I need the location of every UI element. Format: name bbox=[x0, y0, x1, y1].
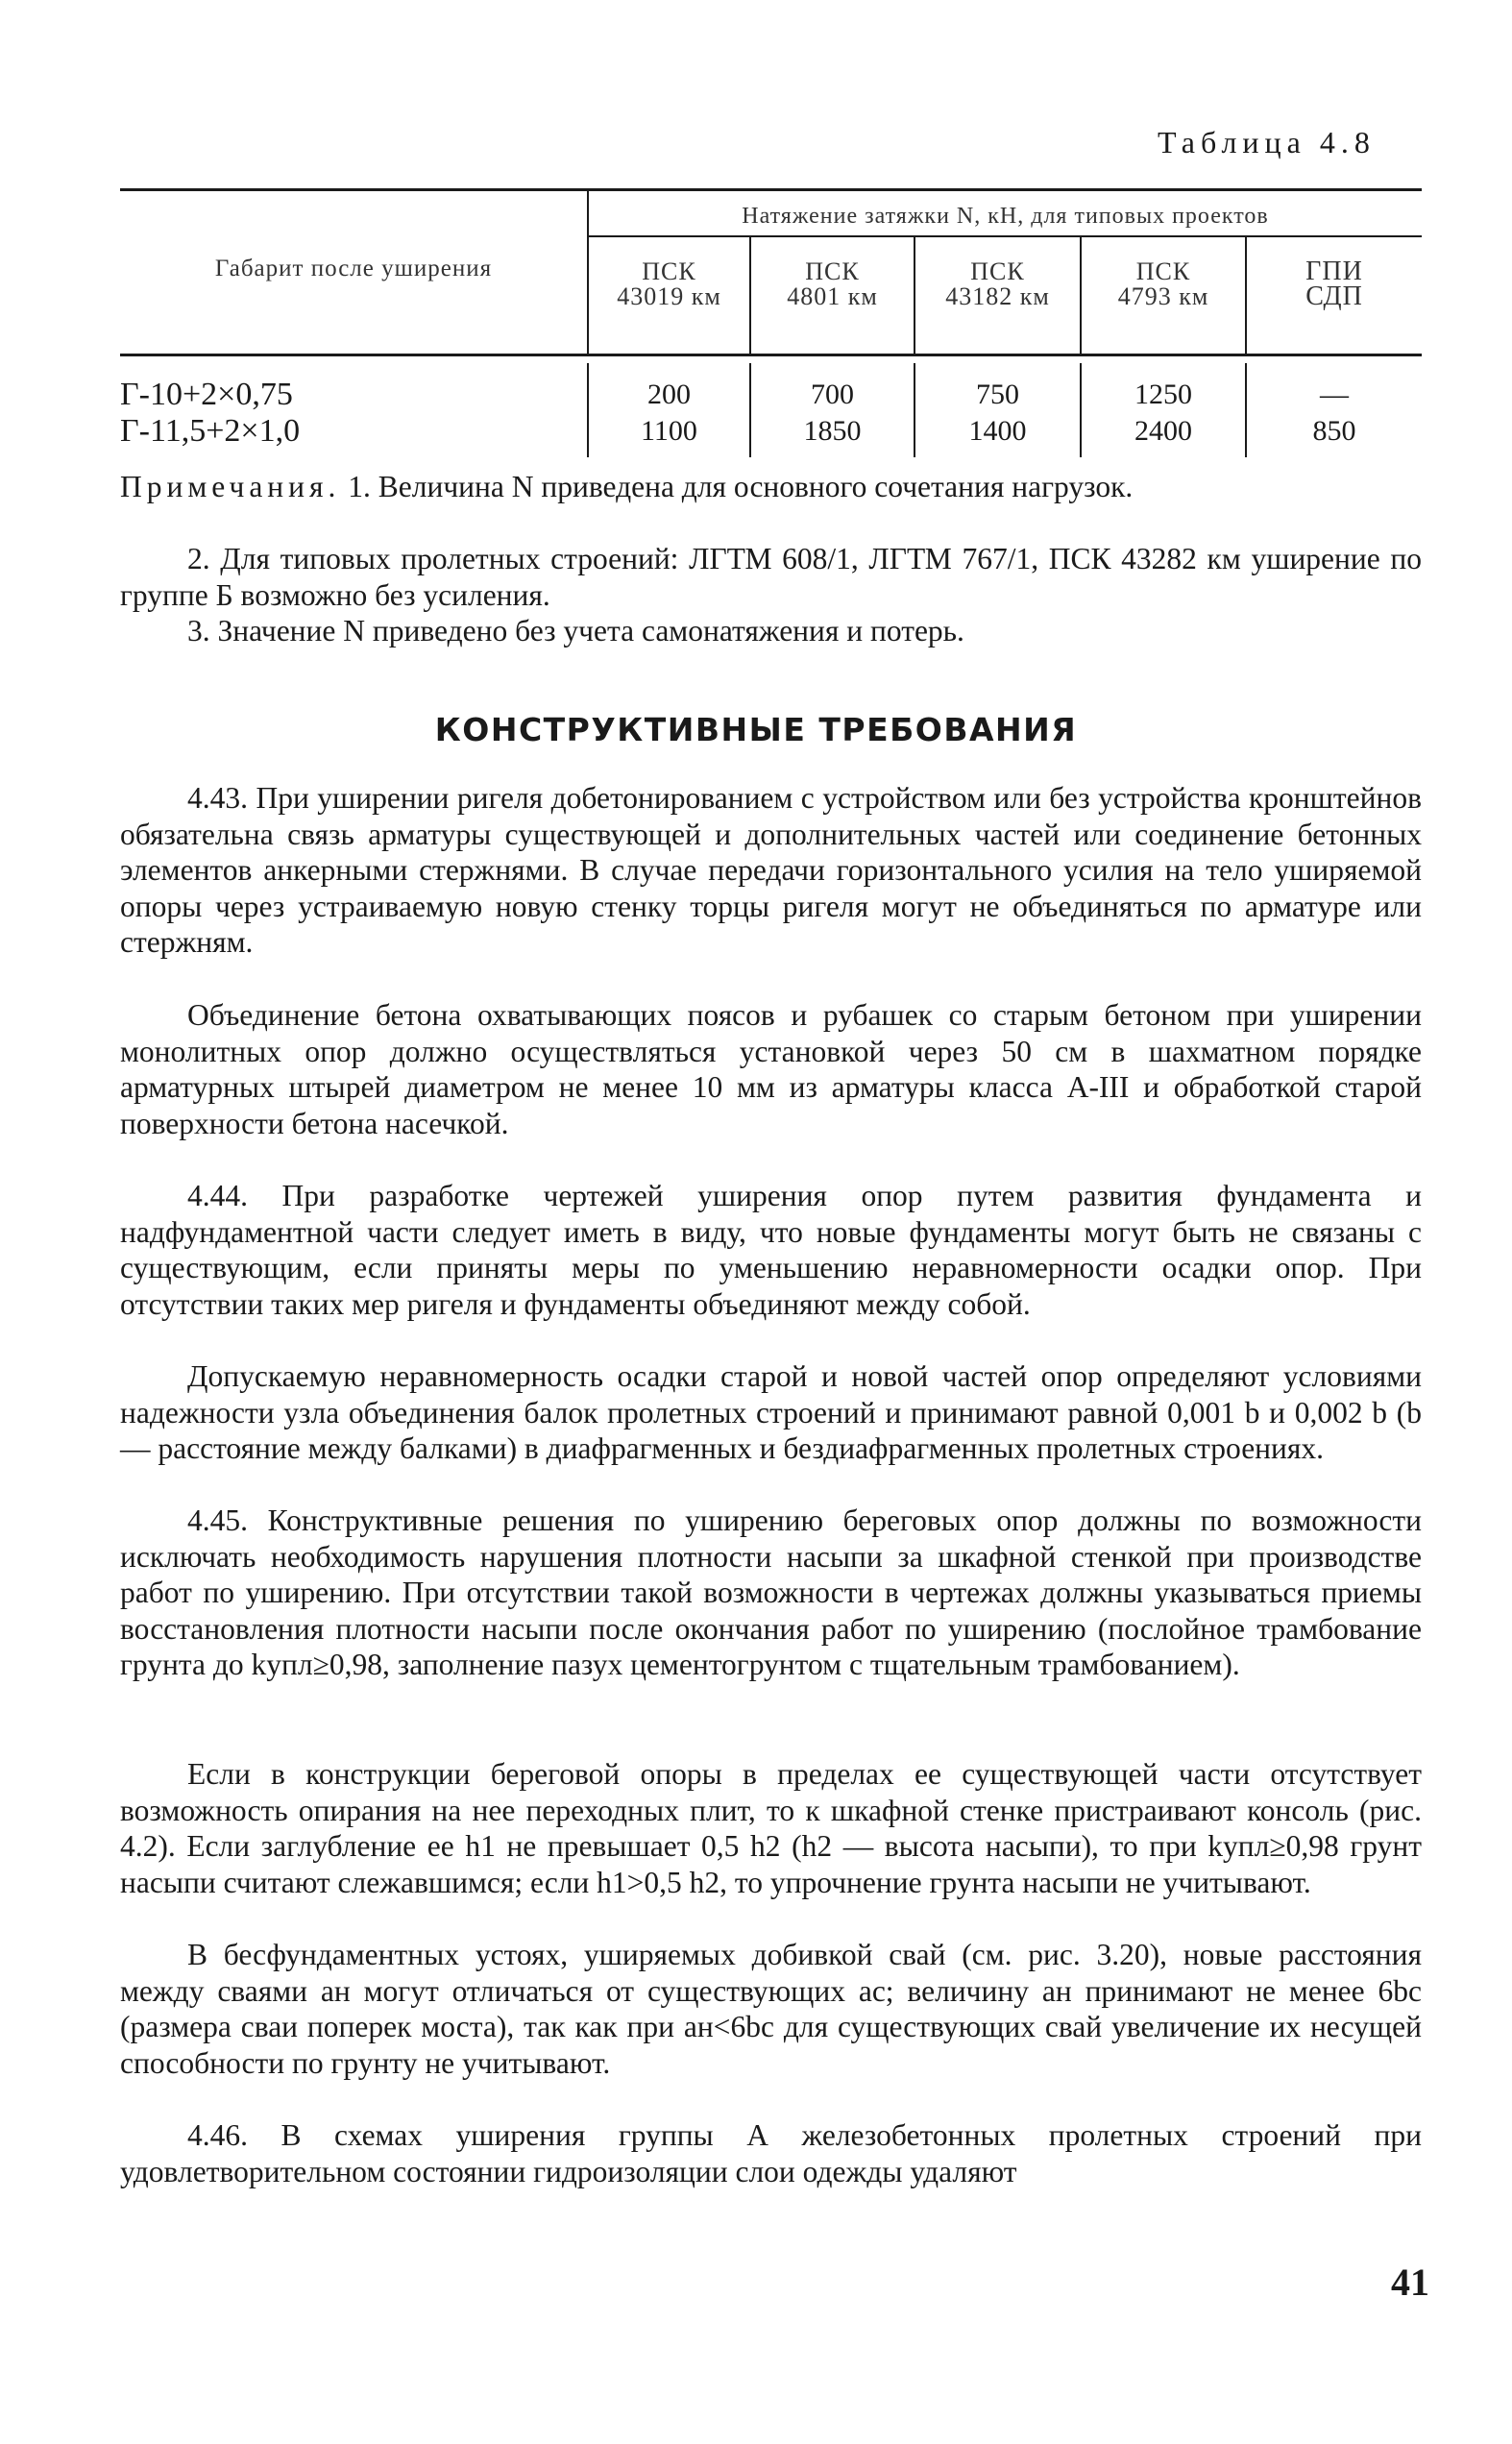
table-cell: — bbox=[1320, 379, 1349, 410]
paragraph-concrete-joining: Объединение бетона охватывающих поясов и рубашек со старым бетоном при уширении монолитных опор должно осуществляться установкой через 50 см в шахматном порядке арматурных штырей диаметром не менее 10 мм из арматуры класса А-III и обработкой старой поверхности бетона насечкой. bbox=[120, 998, 1422, 1140]
group-header-rule bbox=[587, 235, 1422, 237]
column-header: ПСК 4801 км bbox=[787, 257, 878, 310]
notes-label: Примечания. bbox=[120, 470, 341, 503]
paragraph-settlement: Допускаемую неравномерность осадки старой и новой частей опор определяют условиями надежности узла объединения балок пролетных строений и принимают равной 0,001 b и 0,002 b (b — расстояние между балками) в диафрагменных и бездиафрагменных пролетных строениях. bbox=[120, 1359, 1422, 1466]
table-cell: 750 bbox=[976, 379, 1019, 410]
table-caption: Таблица 4.8 bbox=[1158, 125, 1376, 159]
table-cell: 700 bbox=[811, 379, 854, 410]
table-header-rule bbox=[120, 354, 1422, 356]
table-cell: 1850 bbox=[803, 415, 862, 447]
column-header: ГПИ СДП bbox=[1305, 257, 1363, 311]
table-cell: 1100 bbox=[641, 415, 697, 447]
paragraph-4-44: 4.44. При разработке чертежей уширения опор путем развития фундамента и надфундаментной части следует иметь в виду, что новые фундаменты могут быть не связаны с существующим, если приняты меры по уменьшению неравномерности осадки опор. При отсутствии таких мер ригеля и фундаменты объединяют между собой. bbox=[120, 1179, 1422, 1321]
page-number: 41 bbox=[1391, 2261, 1429, 2304]
paragraph-4-46: 4.46. В схемах уширения группы А железобетонных пролетных строений при удовлетворительном состоянии гидроизоляции слои одежды удаляют bbox=[120, 2118, 1422, 2188]
table-cell: 2400 bbox=[1134, 415, 1192, 447]
column-header: ПСК 4793 км bbox=[1117, 257, 1209, 310]
table-cell: 850 bbox=[1312, 415, 1356, 447]
column-header: ПСК 43019 км bbox=[617, 257, 721, 310]
paragraph-4-45: 4.45. Конструктивные решения по уширению береговых опор должны по возможности исключать необходимость нарушения плотности насыпи за шкафной стенкой при производстве работ по уширению. При отсутствии такой возможности в чертежах должны указываться приемы восстановления плотности насыпи после окончания работ по уширению (послойное трамбование грунта до kупл≥0,98, заполнение пазух цементогрунтом с тщательным трамбованием). bbox=[120, 1503, 1422, 1682]
note-3: 3. Значение N приведено без учета самонатяжения и потерь. bbox=[187, 614, 964, 648]
paragraph-4-43: 4.43. При уширении ригеля добетонированием с устройством или без устройства кронштейнов обязательна связь арматуры существующей и дополнительных частей или соединение бетонных элементов анкерными стержнями. В случае передачи горизонтального усилия на тело уширяемой опоры через устраиваемую новую стенку торцы ригеля могут не объединяться по арматуре или стержням. bbox=[120, 781, 1422, 960]
note-1 bbox=[120, 469, 1422, 505]
group-column-header: Натяжение затяжки N, кН, для типовых проектов bbox=[742, 204, 1269, 229]
table-cell: 1400 bbox=[968, 415, 1027, 447]
row-label: Г-10+2×0,75 bbox=[120, 377, 293, 412]
section-heading: КОНСТРУКТИВНЫЕ ТРЕБОВАНИЯ bbox=[434, 711, 1078, 748]
row-label: Г-11,5+2×1,0 bbox=[120, 413, 301, 449]
column-header: ПСК 43182 км bbox=[945, 257, 1050, 310]
note-2: 2. Для типовых пролетных строений: ЛГТМ 608/1, ЛГТМ 767/1, ПСК 43282 км уширение по группе Б возможно без усиления. bbox=[120, 542, 1422, 612]
table-cell: 1250 bbox=[1134, 379, 1192, 410]
paragraph-console: Если в конструкции береговой опоры в пределах ее существующей части отсутствует возможность опирания на нее переходных плит, то к шкафной стенке пристраивают консоль (рис. 4.2). Если заглубление ее h1 не превышает 0,5 h2 (h2 — высота насыпи), то при kупл≥0,98 грунт насыпи считают слежавшимся; если h1>0,5 h2, то упрочнение грунта насыпи не учитывают. bbox=[120, 1757, 1422, 1899]
left-column-header: Габарит после уширения bbox=[214, 256, 493, 281]
table-cell: 200 bbox=[647, 379, 691, 410]
table-top-rule bbox=[120, 188, 1422, 191]
note-1-text: 1. Величина N приведена для основного сочетания нагрузок. bbox=[348, 470, 1134, 503]
paragraph-piles: В бесфундаментных устоях, уширяемых добивкой свай (см. рис. 3.20), новые расстояния между сваями aн могут отличаться от существующих ac; величину aн принимают не менее 6bc (размера сваи поперек моста), так как при aн<6bc для существующих свай увеличение их несущей способности по грунту не учитывают. bbox=[120, 1938, 1422, 2080]
